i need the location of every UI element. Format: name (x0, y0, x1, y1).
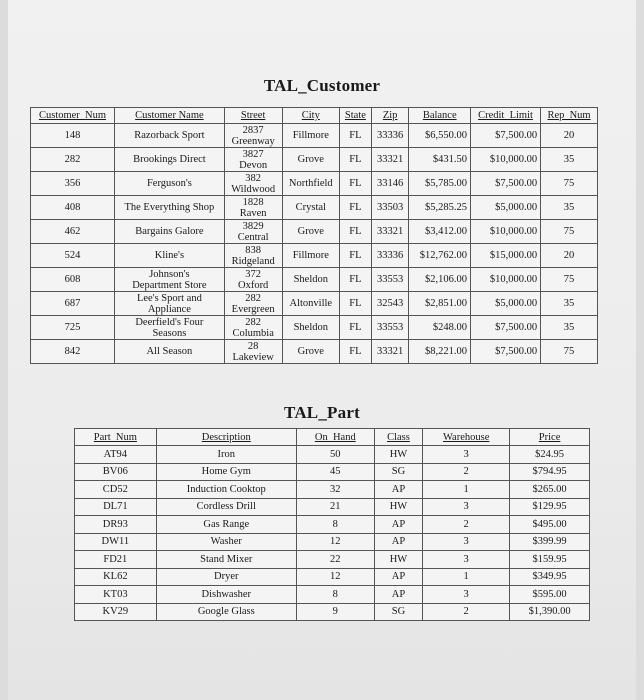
table-row (31, 316, 598, 340)
customer-cell-zip: 33321 (371, 340, 409, 364)
customer-cell-zip: 33336 (371, 124, 409, 148)
table-row (75, 463, 590, 481)
customer-cell-customer-name: Bargains Galore (115, 220, 225, 244)
part-cell-class: AP (374, 586, 422, 604)
part-cell-on-hand: 45 (296, 463, 374, 481)
part-cell-on-hand: 22 (296, 551, 374, 569)
part-cell-description: Induction Cooktop (156, 481, 296, 499)
part-cell-class: HW (374, 498, 422, 516)
customer-cell-zip: 33336 (371, 244, 409, 268)
part-cell-price: $495.00 (510, 516, 590, 534)
part-cell-price: $399.99 (510, 533, 590, 551)
customer-cell-state: FL (340, 172, 372, 196)
customer-cell-street: 3827 Devon (224, 148, 282, 172)
table-row (75, 551, 590, 569)
part-cell-warehouse: 1 (423, 568, 510, 586)
customer-cell-credit-limit: $10,000.00 (470, 148, 540, 172)
customer-cell-city: Sheldon (282, 268, 340, 292)
customer-cell-city: Sheldon (282, 316, 340, 340)
part-cell-warehouse: 3 (423, 446, 510, 464)
part-header-class: Class (374, 429, 422, 446)
customer-cell-street: 2837 Greenway (224, 124, 282, 148)
customer-cell-customer-name: Razorback Sport (115, 124, 225, 148)
customer-cell-street: 3829 Central (224, 220, 282, 244)
customer-table-title: TAL_Customer (263, 76, 381, 95)
customer-cell-rep-num: 35 (541, 148, 598, 172)
customer-cell-state: FL (340, 316, 372, 340)
customer-cell-credit-limit: $10,000.00 (470, 268, 540, 292)
customer-cell-customer-num: 524 (31, 244, 115, 268)
customer-cell-customer-name: Lee's Sport and Appliance (115, 292, 225, 316)
customer-cell-city: Northfield (282, 172, 340, 196)
part-cell-part-num: DW11 (75, 533, 157, 551)
customer-cell-street: 282 Columbia (224, 316, 282, 340)
part-cell-class: HW (374, 551, 422, 569)
part-cell-price: $265.00 (510, 481, 590, 499)
customer-cell-state: FL (340, 196, 372, 220)
customer-cell-street: 382 Wildwood (224, 172, 282, 196)
table-row (31, 244, 598, 268)
customer-cell-state: FL (340, 148, 372, 172)
table-row (75, 516, 590, 534)
table-row (31, 172, 598, 196)
customer-cell-customer-name: Kline's (115, 244, 225, 268)
part-cell-on-hand: 32 (296, 481, 374, 499)
customer-cell-state: FL (340, 268, 372, 292)
customer-cell-zip: 33553 (371, 268, 409, 292)
customer-cell-street: 838 Ridgeland (224, 244, 282, 268)
customer-cell-rep-num: 20 (541, 244, 598, 268)
part-cell-price: $129.95 (510, 498, 590, 516)
customer-cell-zip: 33146 (371, 172, 409, 196)
part-cell-class: AP (374, 516, 422, 534)
part-cell-class: SG (374, 463, 422, 481)
table-row (31, 292, 598, 316)
customer-cell-rep-num: 75 (541, 340, 598, 364)
part-cell-part-num: FD21 (75, 551, 157, 569)
part-cell-warehouse: 2 (423, 463, 510, 481)
part-cell-class: AP (374, 481, 422, 499)
table-row (75, 481, 590, 499)
table-row (31, 148, 598, 172)
customer-cell-customer-num: 687 (31, 292, 115, 316)
part-cell-part-num: KV29 (75, 603, 157, 621)
customer-cell-customer-name: The Everything Shop (115, 196, 225, 220)
customer-cell-balance: $5,285.25 (409, 196, 471, 220)
customer-cell-state: FL (340, 220, 372, 244)
customer-header-credit-limit: Credit_Limit (470, 108, 540, 124)
table-row (31, 196, 598, 220)
customer-header-rep-num: Rep_Num (541, 108, 598, 124)
customer-cell-credit-limit: $10,000.00 (470, 220, 540, 244)
table-row (75, 568, 590, 586)
customer-cell-state: FL (340, 292, 372, 316)
customer-cell-zip: 33321 (371, 148, 409, 172)
customer-cell-balance: $2,106.00 (409, 268, 471, 292)
part-cell-description: Cordless Drill (156, 498, 296, 516)
customer-cell-credit-limit: $7,500.00 (470, 340, 540, 364)
part-cell-part-num: KT03 (75, 586, 157, 604)
table-row (75, 586, 590, 604)
customer-cell-customer-name: Ferguson's (115, 172, 225, 196)
table-row (75, 446, 590, 464)
customer-cell-customer-num: 608 (31, 268, 115, 292)
customer-header-customer-name: Customer Name (115, 108, 225, 124)
part-cell-part-num: KL62 (75, 568, 157, 586)
table-row (75, 533, 590, 551)
part-cell-price: $595.00 (510, 586, 590, 604)
customer-cell-city: Fillmore (282, 124, 340, 148)
customer-cell-customer-name: Brookings Direct (115, 148, 225, 172)
table-row (31, 340, 598, 364)
part-cell-description: Iron (156, 446, 296, 464)
part-cell-warehouse: 3 (423, 498, 510, 516)
part-cell-on-hand: 8 (296, 516, 374, 534)
part-cell-price: $159.95 (510, 551, 590, 569)
customer-cell-balance: $248.00 (409, 316, 471, 340)
customer-cell-credit-limit: $5,000.00 (470, 196, 540, 220)
customer-cell-rep-num: 20 (541, 124, 598, 148)
part-cell-class: AP (374, 533, 422, 551)
customer-header-balance: Balance (409, 108, 471, 124)
customer-header-city: City (282, 108, 340, 124)
customer-cell-zip: 33553 (371, 316, 409, 340)
customer-cell-balance: $8,221.00 (409, 340, 471, 364)
part-cell-description: Dishwasher (156, 586, 296, 604)
customer-cell-zip: 32543 (371, 292, 409, 316)
part-cell-on-hand: 12 (296, 533, 374, 551)
part-cell-price: $794.95 (510, 463, 590, 481)
customer-cell-city: Grove (282, 148, 340, 172)
customer-header-street: Street (224, 108, 282, 124)
customer-header-row (31, 108, 598, 124)
part-header-warehouse: Warehouse (423, 429, 510, 446)
customer-cell-credit-limit: $7,500.00 (470, 316, 540, 340)
customer-cell-city: Fillmore (282, 244, 340, 268)
part-cell-class: AP (374, 568, 422, 586)
customer-cell-customer-num: 725 (31, 316, 115, 340)
table-row (75, 603, 590, 621)
customer-cell-balance: $3,412.00 (409, 220, 471, 244)
part-cell-on-hand: 9 (296, 603, 374, 621)
part-cell-warehouse: 3 (423, 533, 510, 551)
customer-header-customer-num: Customer_Num (31, 108, 115, 124)
part-cell-price: $24.95 (510, 446, 590, 464)
part-cell-warehouse: 3 (423, 551, 510, 569)
customer-cell-customer-num: 356 (31, 172, 115, 196)
part-cell-price: $349.95 (510, 568, 590, 586)
customer-cell-zip: 33321 (371, 220, 409, 244)
customer-cell-rep-num: 75 (541, 172, 598, 196)
customer-cell-balance: $6,550.00 (409, 124, 471, 148)
part-cell-warehouse: 2 (423, 603, 510, 621)
customer-cell-state: FL (340, 244, 372, 268)
part-cell-price: $1,390.00 (510, 603, 590, 621)
part-cell-class: SG (374, 603, 422, 621)
part-cell-on-hand: 50 (296, 446, 374, 464)
customer-cell-balance: $12,762.00 (409, 244, 471, 268)
customer-cell-customer-num: 842 (31, 340, 115, 364)
customer-cell-state: FL (340, 340, 372, 364)
customer-cell-rep-num: 75 (541, 268, 598, 292)
customer-cell-street: 1828 Raven (224, 196, 282, 220)
table-row (31, 124, 598, 148)
customer-cell-street: 28 Lakeview (224, 340, 282, 364)
part-cell-warehouse: 1 (423, 481, 510, 499)
customer-cell-credit-limit: $5,000.00 (470, 292, 540, 316)
part-table-title: TAL_Part (284, 403, 360, 422)
customer-cell-customer-num: 408 (31, 196, 115, 220)
customer-cell-rep-num: 75 (541, 220, 598, 244)
customer-cell-customer-name: All Season (115, 340, 225, 364)
part-header-row (75, 429, 590, 446)
customer-cell-customer-num: 462 (31, 220, 115, 244)
table-row (75, 498, 590, 516)
customer-cell-balance: $431.50 (409, 148, 471, 172)
part-cell-description: Google Glass (156, 603, 296, 621)
customer-header-zip: Zip (371, 108, 409, 124)
part-header-description: Description (156, 429, 296, 446)
customer-cell-customer-name: Deerfield's Four Seasons (115, 316, 225, 340)
document-page (8, 0, 636, 700)
customer-table (30, 107, 598, 364)
customer-cell-balance: $2,851.00 (409, 292, 471, 316)
part-header-part-num: Part_Num (75, 429, 157, 446)
customer-cell-credit-limit: $7,500.00 (470, 172, 540, 196)
table-row (31, 268, 598, 292)
part-cell-description: Dryer (156, 568, 296, 586)
customer-cell-city: Crystal (282, 196, 340, 220)
part-header-on-hand: On_Hand (296, 429, 374, 446)
customer-cell-rep-num: 35 (541, 292, 598, 316)
part-cell-on-hand: 21 (296, 498, 374, 516)
part-cell-description: Home Gym (156, 463, 296, 481)
customer-cell-rep-num: 35 (541, 316, 598, 340)
customer-cell-city: Grove (282, 220, 340, 244)
customer-cell-customer-num: 282 (31, 148, 115, 172)
part-cell-part-num: DR93 (75, 516, 157, 534)
part-cell-class: HW (374, 446, 422, 464)
part-cell-on-hand: 8 (296, 586, 374, 604)
part-table (74, 428, 590, 621)
part-header-price: Price (510, 429, 590, 446)
customer-cell-street: 282 Evergreen (224, 292, 282, 316)
customer-cell-street: 372 Oxford (224, 268, 282, 292)
customer-cell-credit-limit: $15,000.00 (470, 244, 540, 268)
customer-cell-balance: $5,785.00 (409, 172, 471, 196)
part-cell-description: Gas Range (156, 516, 296, 534)
customer-cell-credit-limit: $7,500.00 (470, 124, 540, 148)
customer-cell-city: Grove (282, 340, 340, 364)
customer-cell-zip: 33503 (371, 196, 409, 220)
customer-header-state: State (340, 108, 372, 124)
part-cell-part-num: AT94 (75, 446, 157, 464)
part-cell-part-num: BV06 (75, 463, 157, 481)
customer-cell-customer-name: Johnson's Department Store (115, 268, 225, 292)
part-cell-part-num: CD52 (75, 481, 157, 499)
customer-cell-rep-num: 35 (541, 196, 598, 220)
part-cell-on-hand: 12 (296, 568, 374, 586)
table-row (31, 220, 598, 244)
customer-cell-customer-num: 148 (31, 124, 115, 148)
customer-cell-city: Altonville (282, 292, 340, 316)
customer-cell-state: FL (340, 124, 372, 148)
part-cell-description: Stand Mixer (156, 551, 296, 569)
part-cell-description: Washer (156, 533, 296, 551)
part-cell-warehouse: 2 (423, 516, 510, 534)
part-cell-part-num: DL71 (75, 498, 157, 516)
part-cell-warehouse: 3 (423, 586, 510, 604)
